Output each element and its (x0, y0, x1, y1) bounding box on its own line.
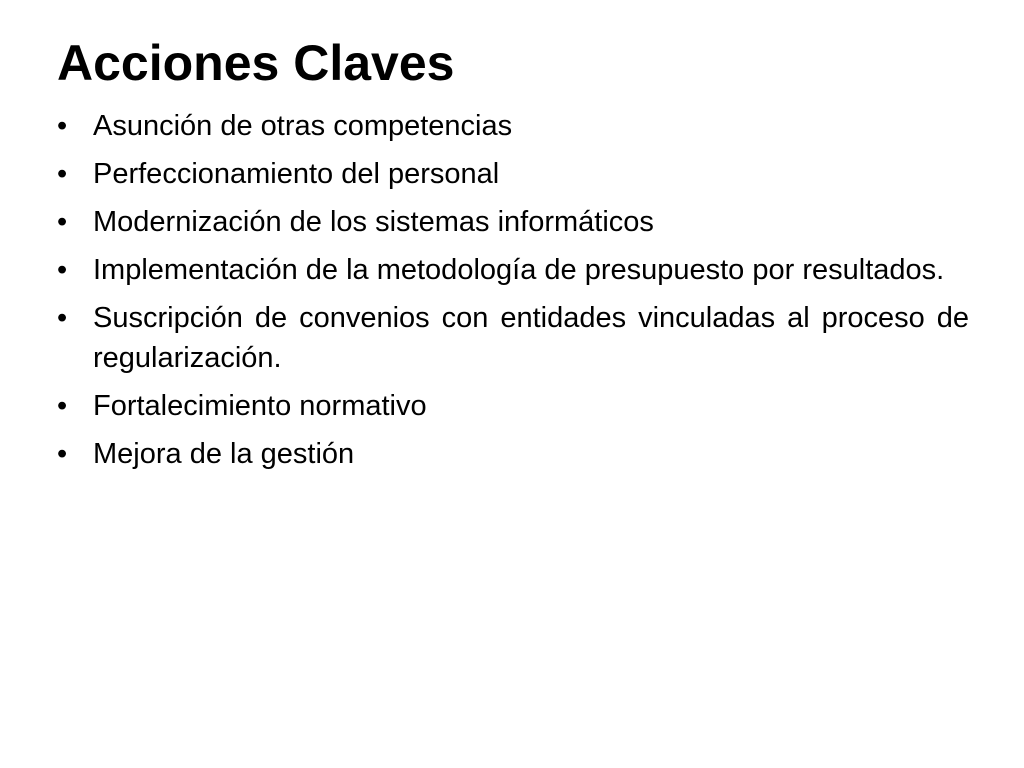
bullet-text: Implementación de la metodología de presupuesto por resultados. (93, 254, 945, 286)
slide-title: Acciones Claves (57, 35, 455, 91)
list-item (57, 298, 969, 378)
list-item (57, 386, 969, 426)
list-item (57, 154, 969, 194)
bullet-marker: • (57, 110, 68, 142)
bullet-marker: • (57, 390, 68, 422)
bullet-text: Perfeccionamiento del personal (93, 158, 500, 190)
bullet-marker: • (57, 254, 68, 286)
bullet-text: Modernización de los sistemas informáticos (93, 206, 654, 238)
bullet-text: Asunción de otras competencias (93, 110, 513, 142)
bullet-list (57, 106, 969, 482)
bullet-text: Suscripción de convenios con entidades vinculadas al proceso de regularización. (93, 302, 969, 374)
bullet-marker: • (57, 438, 68, 470)
list-item (57, 250, 969, 290)
list-item (57, 202, 969, 242)
bullet-text: Fortalecimiento normativo (93, 390, 427, 422)
bullet-marker: • (57, 206, 68, 238)
bullet-marker: • (57, 302, 68, 334)
list-item (57, 434, 969, 474)
bullet-text: Mejora de la gestión (93, 438, 355, 470)
list-item (57, 106, 969, 146)
bullet-marker: • (57, 158, 68, 190)
